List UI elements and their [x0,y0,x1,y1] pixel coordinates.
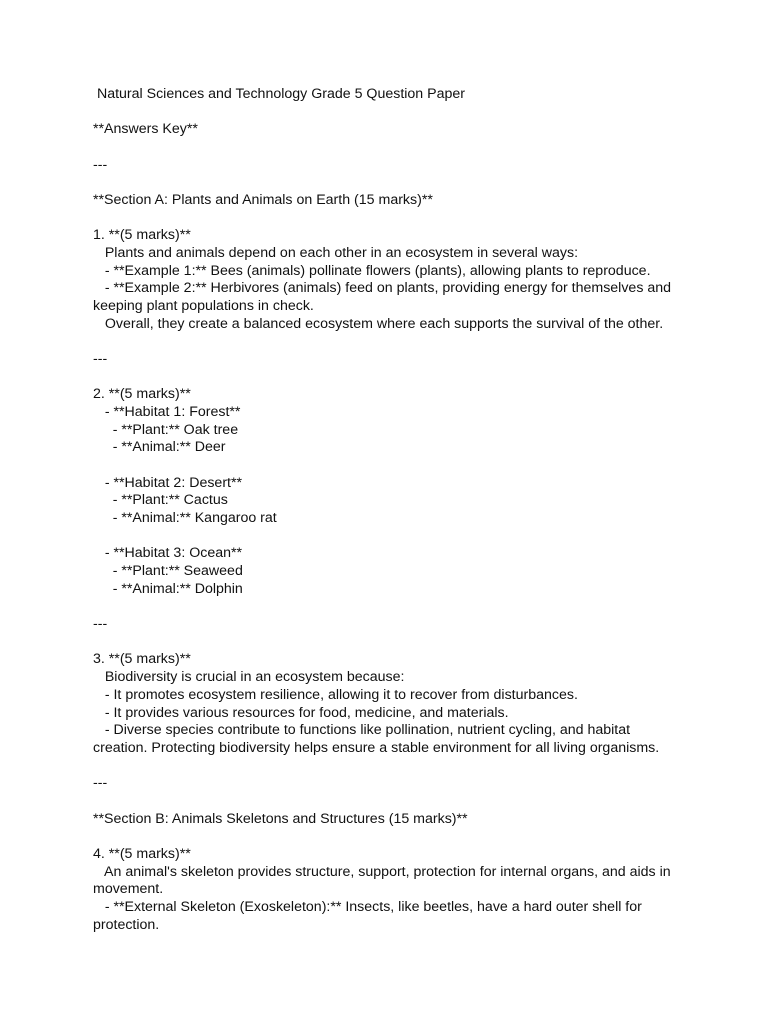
answer-text: movement. [93,881,164,897]
answer-text: - **Animal:** Kangaroo rat [93,510,277,526]
answer-text: - **Animal:** Deer [93,439,226,455]
answer-text: creation. Protecting biodiversity helps ensure a stable environment for all living organisms. [93,740,660,756]
answer-text: keeping plant populations in check. [93,298,314,314]
answer-text: - Diverse species contribute to functions like pollination, nutrient cycling, and habitat [93,722,631,738]
question-1-heading: 1. **(5 marks)** [93,227,191,243]
answer-text: Plants and animals depend on each other in an ecosystem in several ways: [93,245,579,261]
answers-key-heading: **Answers Key** [93,121,198,137]
answer-text: - **Plant:** Cactus [93,492,228,508]
answer-text: - **Plant:** Seaweed [93,563,243,579]
separator: --- [93,616,108,632]
question-4-heading: 4. **(5 marks)** [93,846,191,862]
answer-text: protection. [93,917,160,933]
separator: --- [93,775,108,791]
document-title: Natural Sciences and Technology Grade 5 Question Paper [93,86,465,102]
answer-text: - **Example 1:** Bees (animals) pollinate flowers (plants), allowing plants to reproduce. [93,263,651,279]
answer-text: - **Habitat 1: Forest** [93,404,241,420]
answer-text: Biodiversity is crucial in an ecosystem because: [93,669,405,685]
answer-text: - **Habitat 2: Desert** [93,475,243,491]
separator: --- [93,157,108,173]
answer-text: - **Animal:** Dolphin [93,581,243,597]
answer-text: Overall, they create a balanced ecosystem where each supports the survival of the other. [93,316,664,332]
section-a-heading: **Section A: Plants and Animals on Earth (15 marks)** [93,192,433,208]
answer-text: - **Example 2:** Herbivores (animals) feed on plants, providing energy for themselves and [93,280,672,296]
section-b-heading: **Section B: Animals Skeletons and Structures (15 marks)** [93,811,468,827]
answer-text: An animal's skeleton provides structure, support, protection for internal organs, and aids in [93,864,671,880]
answer-text: - **External Skeleton (Exoskeleton):** Insects, like beetles, have a hard outer shell for [93,899,642,915]
question-3-heading: 3. **(5 marks)** [93,651,191,667]
question-2-heading: 2. **(5 marks)** [93,386,191,402]
answer-text: - **Habitat 3: Ocean** [93,545,243,561]
answer-text: - It provides various resources for food, medicine, and materials. [93,705,509,721]
separator: --- [93,351,108,367]
answer-text: - It promotes ecosystem resilience, allowing it to recover from disturbances. [93,687,578,703]
answer-text: - **Plant:** Oak tree [93,422,239,438]
